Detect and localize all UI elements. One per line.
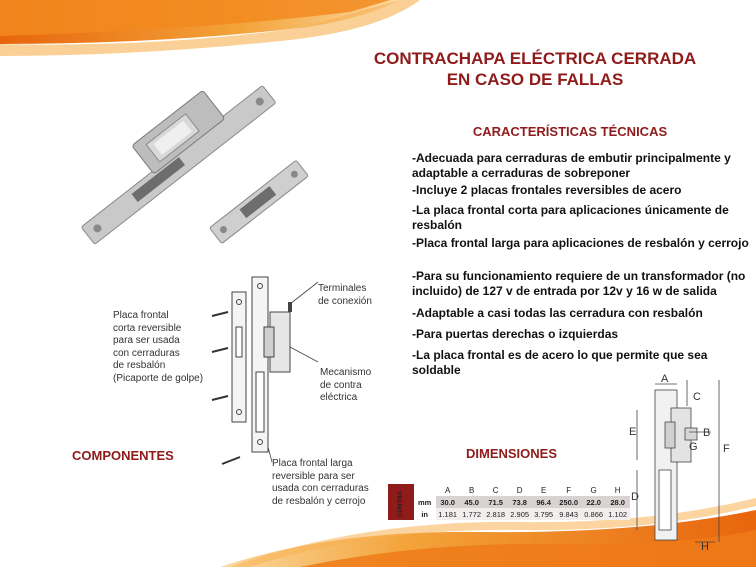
table-cell: 71.5 xyxy=(484,496,508,508)
table-cell: 2.905 xyxy=(508,508,532,520)
column-header: C xyxy=(492,485,499,495)
column-header: D xyxy=(516,485,523,495)
feature-item: -Placa frontal larga para aplicaciones de resbalón y cerrojo xyxy=(412,236,749,250)
feature-item: -La placa frontal corta para aplicaciones únicamente de resbalón xyxy=(412,203,729,232)
table-cell: 96.4 xyxy=(532,496,556,508)
table-cell: 45.0 xyxy=(460,496,484,508)
page-title xyxy=(330,48,740,90)
table-cell: 0.866 xyxy=(582,508,606,520)
feature-item: -Para puertas derechas o izquierdas xyxy=(412,327,619,341)
features-heading: CARACTERÍSTICAS TÉCNICAS xyxy=(472,124,668,139)
components-heading: COMPONENTES xyxy=(72,448,174,463)
dimensions-table xyxy=(388,484,630,520)
table-cell: 73.8 xyxy=(508,496,532,508)
table-cell: 30.0 xyxy=(436,496,460,508)
feature-item: -Adaptable a casi todas las cerradura con resbalón xyxy=(412,306,703,320)
table-row xyxy=(388,496,630,508)
feature-item: -Incluye 2 placas frontales reversibles de acero xyxy=(412,183,682,197)
dim-letter: A xyxy=(661,373,669,385)
page-title-line-2: EN CASO DE FALLAS xyxy=(446,70,624,89)
dimension-drawing xyxy=(615,370,755,555)
dim-letter: F xyxy=(723,443,730,455)
column-header: E xyxy=(541,485,547,495)
product-photo xyxy=(55,55,315,270)
unit-cell: mm xyxy=(418,497,432,507)
dim-letter: C xyxy=(693,391,701,403)
table-cell: 250.0 xyxy=(556,496,582,508)
table-cell: 2.818 xyxy=(484,508,508,520)
table-cell: 28.0 xyxy=(606,496,630,508)
components-diagram xyxy=(200,272,325,472)
dim-letter: B xyxy=(703,427,711,439)
column-header: B xyxy=(469,485,475,495)
feature-item: -Para su funcionamiento requiere de un transformador (no incluido) de 127 v de entrada por 12v y 16 w de salida xyxy=(412,269,746,298)
unit-cell: in xyxy=(421,509,428,519)
column-header: G xyxy=(590,485,597,495)
dimensions-heading: DIMENSIONES xyxy=(466,446,558,461)
table-cell: 9.843 xyxy=(556,508,582,520)
column-header: F xyxy=(566,485,572,495)
label-long-plate: Placa frontal larga reversible para ser usada con cerraduras de resbalón y cerrojo xyxy=(272,458,369,507)
table-row-label: CONTRA xyxy=(388,484,414,520)
dim-letter: E xyxy=(629,426,637,438)
column-header: H xyxy=(614,485,621,495)
table-row xyxy=(388,508,630,520)
label-terminals: Terminales de conexión xyxy=(318,283,372,307)
table-cell: 1.181 xyxy=(436,508,460,520)
feature-item: -Adecuada para cerraduras de embutir principalmente y adaptable a cerraduras de sobreponer xyxy=(412,151,731,180)
feature-item: -La placa frontal es de acero lo que permite que sea soldable xyxy=(412,348,708,377)
dim-letter: D xyxy=(631,491,639,503)
table-cell: 1.772 xyxy=(460,508,484,520)
dim-letter: H xyxy=(701,541,709,553)
label-mechanism: Mecanismo de contra eléctrica xyxy=(320,367,372,403)
label-short-plate: Placa frontal corta reversible para ser usada con cerraduras de resbalón (Picaporte de golpe) xyxy=(113,310,204,384)
table-cell: 22.0 xyxy=(582,496,606,508)
table-header-row xyxy=(388,484,630,496)
table-cell: 1.102 xyxy=(606,508,630,520)
page-title-line-1: CONTRACHAPA ELÉCTRICA CERRADA xyxy=(373,49,697,68)
table-cell: 3.795 xyxy=(532,508,556,520)
column-header: A xyxy=(445,485,451,495)
dim-letter: G xyxy=(689,441,698,453)
